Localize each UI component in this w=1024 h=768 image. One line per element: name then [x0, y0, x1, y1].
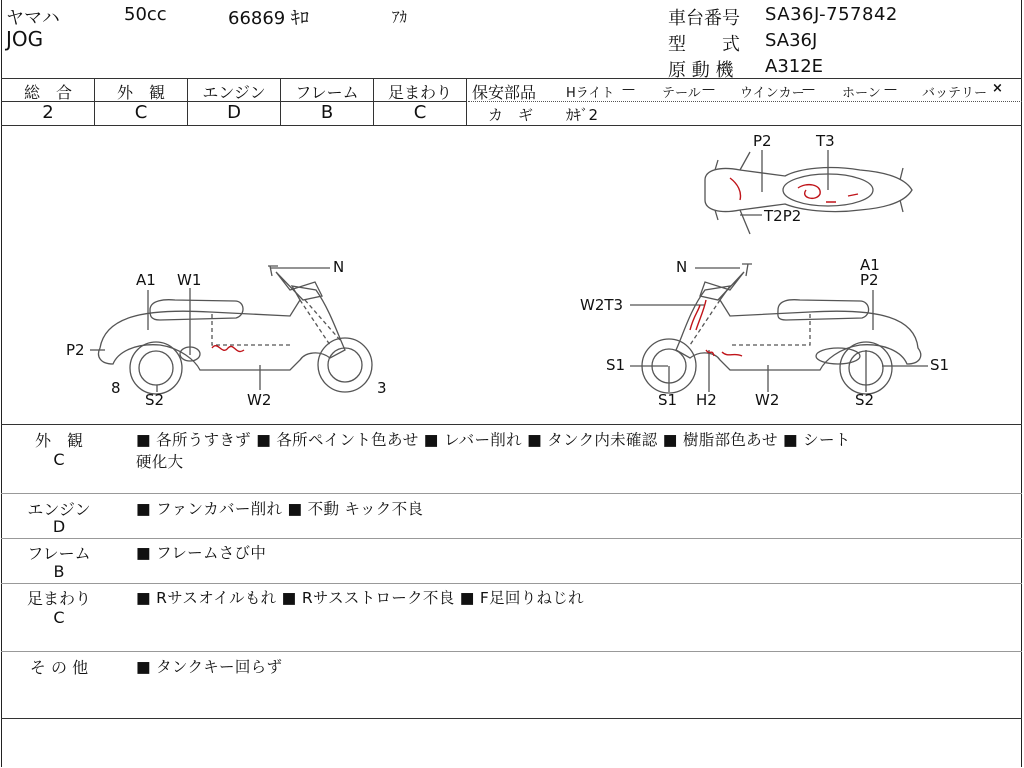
diagram-label-left-A1: A1 — [136, 271, 156, 289]
left-front-wheel — [318, 338, 372, 392]
type-label: 型 式 — [668, 34, 740, 55]
grade-value-suspension: C — [413, 102, 427, 123]
section-engine-title: エンジン — [27, 500, 91, 519]
type-value: SA36J — [765, 30, 818, 51]
section-suspension-text: ■ Rサスオイルもれ ■ Rサスストローク不良 ■ F足回りねじれ — [136, 589, 584, 607]
safety-value-headlight: — — [622, 82, 635, 97]
grade-header-overall: 総 合 — [23, 83, 72, 102]
safety-item-horn: ホーン — [842, 86, 881, 101]
grade-header-frame: フレーム — [295, 83, 359, 102]
maker: ヤマハ — [6, 8, 60, 29]
diagram-label-right-N: N — [676, 258, 688, 276]
section-suspension-title: 足まわり — [26, 589, 91, 608]
displacement: 50cc — [124, 4, 167, 25]
diagram-label-left-S2: S2 — [145, 391, 165, 409]
section-suspension-grade: C — [53, 608, 65, 627]
safety-item-battery: バッテリー — [922, 86, 988, 101]
diagram-label-right-S1b: S1 — [930, 356, 950, 374]
left-scooter-seat — [150, 300, 243, 320]
key-label: カ ギ — [488, 106, 534, 124]
safety-item-tail: テール — [662, 86, 701, 101]
scooter-diagram — [0, 126, 1024, 424]
right-scooter-seat — [778, 300, 869, 320]
safety-label: 保安部品 — [472, 83, 537, 102]
diagram-label-top-T3: T3 — [816, 132, 835, 150]
key-value: ｶｷﾞ2 — [566, 106, 599, 124]
frame-no: SA36J-757842 — [765, 4, 898, 25]
section-exterior-title: 外 観 — [34, 431, 83, 450]
grade-value-engine: D — [227, 102, 241, 123]
diagram-label-right-S1a: S1 — [606, 356, 626, 374]
left-rear-wheel — [130, 342, 182, 394]
diagram-label-left-8: 8 — [111, 379, 121, 397]
safety-item-headlight: Hライト — [566, 86, 615, 101]
section-other-title: そ の 他 — [29, 658, 89, 677]
diagram-label-right-P2: P2 — [860, 271, 879, 289]
mileage: 66869 ｷﾛ — [228, 8, 309, 29]
model-name: JOG — [6, 27, 44, 51]
diagram-label-top-P2: P2 — [753, 132, 772, 150]
grade-value-overall: 2 — [42, 102, 54, 123]
safety-value-battery: × — [992, 81, 1003, 96]
diagram-label-right-W2T3: W2T3 — [580, 296, 624, 314]
section-frame-text: ■ フレームさび中 — [136, 544, 267, 562]
grade-value-frame: B — [320, 102, 334, 123]
section-other-text: ■ タンクキー回らず — [136, 658, 283, 676]
diagram-label-left-3: 3 — [377, 379, 387, 397]
section-frame-title: フレーム — [27, 544, 91, 563]
diagram-label-left-P2: P2 — [66, 341, 85, 359]
engine-value: A312E — [765, 56, 824, 77]
section-exterior-grade: C — [53, 450, 65, 469]
diagram-label-right-S2: S2 — [855, 391, 875, 409]
safety-value-tail: — — [702, 82, 715, 97]
section-exterior-text2: 硬化大 — [136, 453, 184, 471]
grade-header-suspension: 足まわり — [387, 83, 452, 102]
diagram-label-right-H2: H2 — [696, 391, 717, 409]
diagram-label-top-T2P2: T2P2 — [764, 207, 802, 225]
diagram-label-left-W1: W1 — [177, 271, 202, 289]
frame-no-label: 車台番号 — [668, 8, 740, 29]
safety-value-horn: — — [884, 82, 897, 97]
diagram-label-right-W2: W2 — [755, 391, 780, 409]
section-engine-grade: D — [52, 517, 66, 536]
diagram-label-left-N: N — [333, 258, 345, 276]
diagram-label-right-A1: A1 — [860, 256, 880, 274]
grade-value-exterior: C — [134, 102, 148, 123]
section-frame-grade: B — [53, 562, 65, 581]
section-engine-text: ■ ファンカバー削れ ■ 不動 キック不良 — [136, 500, 424, 518]
grade-header-exterior: 外 観 — [116, 83, 165, 102]
diagram-label-left-W2: W2 — [247, 391, 272, 409]
section-exterior-text: ■ 各所うすきず ■ 各所ペイント色あせ ■ レバー削れ ■ タンク内未確認 ■ 樹脂部色あせ ■ シート — [136, 431, 851, 449]
color: ｱｶ — [392, 8, 408, 26]
engine-label: 原 動 機 — [668, 60, 734, 81]
grade-header-engine: エンジン — [202, 83, 266, 102]
safety-value-winker: — — [802, 82, 815, 97]
safety-item-winker: ウインカー — [740, 86, 805, 101]
diagram-label-right-S1c: S1 — [658, 391, 678, 409]
